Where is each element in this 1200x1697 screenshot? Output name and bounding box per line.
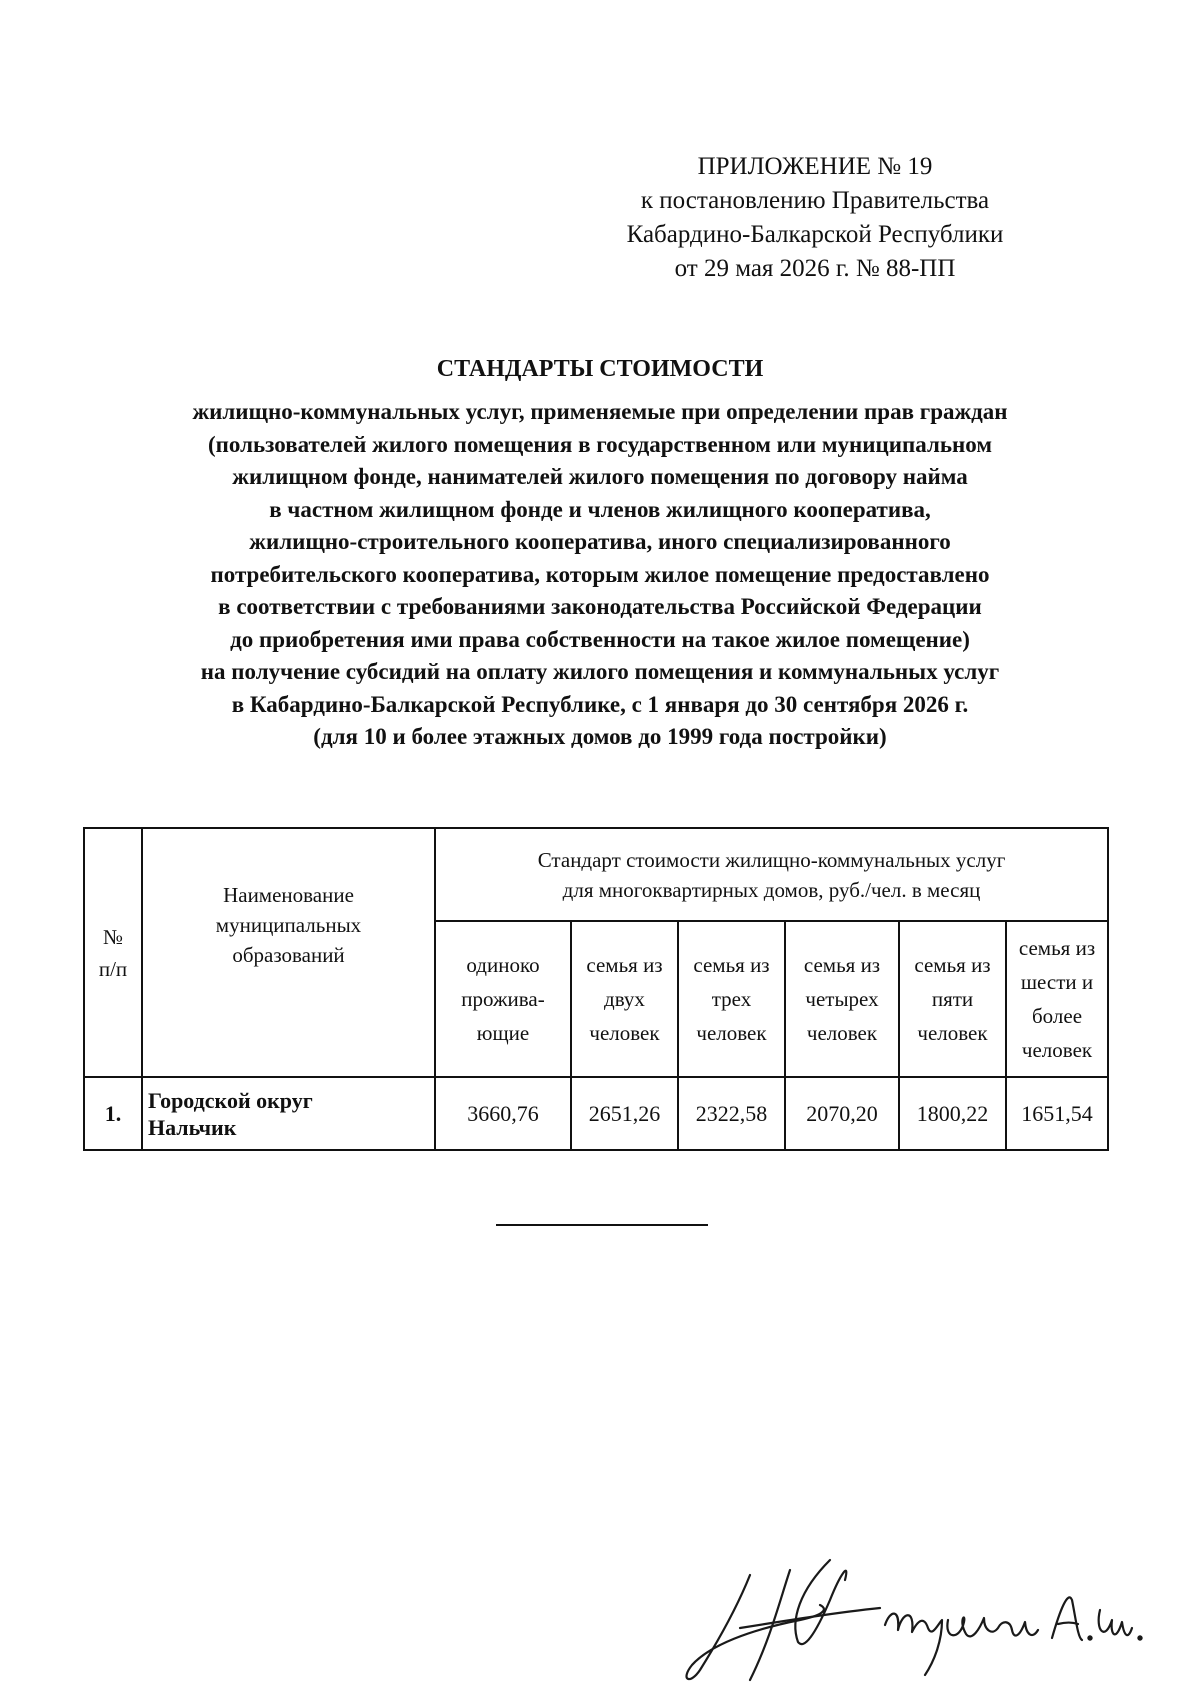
value-cell: 2322,58 <box>678 1077 785 1150</box>
appendix-number: ПРИЛОЖЕНИЕ № 19 <box>697 153 933 180</box>
appendix-date: от 29 мая 2026 г. № 88-ПП <box>674 255 956 282</box>
value-cell: 2070,20 <box>785 1077 899 1150</box>
subtitle-line: в частном жилищном фонде и членов жилищного кооператива, <box>269 496 931 522</box>
num-header: № п/п <box>84 828 142 1077</box>
value-cell: 2651,26 <box>571 1077 678 1150</box>
appendix-republic: Кабардино-Балкарской Республики <box>626 221 1004 248</box>
subtitle-line: жилищно-коммунальных услуг, применяемые при определении прав граждан <box>192 399 1008 424</box>
subtitle-line: потребительского кооператива, которым жилое помещение предоставлено <box>210 561 990 587</box>
document-subtitle <box>60 396 1140 754</box>
document-title: СТАНДАРТЫ СТОИМОСТИ <box>436 356 764 382</box>
column-header: семья из пяти человек <box>899 921 1006 1077</box>
column-header: семья из четырех человек <box>785 921 899 1077</box>
handwritten-signature <box>680 1550 1180 1690</box>
value-cell: 1800,22 <box>899 1077 1006 1150</box>
table-row <box>84 1077 1108 1150</box>
column-header: семья из трех человек <box>678 921 785 1077</box>
value-cell: 3660,76 <box>435 1077 571 1150</box>
subtitle-line: жилищно-строительного кооператива, иного специализированного <box>249 529 951 554</box>
end-divider <box>496 1224 708 1226</box>
column-header: семья из шести и более человек <box>1006 921 1108 1077</box>
subtitle-line: в соответствии с требованиями законодательства Российской Федерации <box>218 594 982 619</box>
subtitle-line: на получение субсидий на оплату жилого помещения и коммунальных услуг <box>200 659 1000 684</box>
table-header-row <box>84 828 1108 921</box>
value-cell: 1651,54 <box>1006 1077 1108 1150</box>
appendix-resolution: к постановлению Правительства <box>640 187 990 214</box>
group-header: Стандарт стоимости жилищно-коммунальных услуг для многоквартирных домов, руб./чел. в месяц <box>435 828 1108 921</box>
column-header: семья из двух человек <box>571 921 678 1077</box>
column-header: одиноко прожива- ющие <box>435 921 571 1077</box>
municipality-name: Городской округ Нальчик <box>142 1077 435 1150</box>
row-number: 1. <box>84 1077 142 1150</box>
subtitle-line: жилищном фонде, нанимателей жилого помещения по договору найма <box>232 464 968 489</box>
subtitle-line: (пользователей жилого помещения в государственном или муниципальном <box>208 431 992 457</box>
cost-standards-table <box>83 827 1109 1151</box>
subtitle-line: в Кабардино-Балкарской Республике, с 1 января до 30 сентября 2026 г. <box>231 691 969 717</box>
appendix-block <box>560 150 1070 286</box>
name-header: Наименование муниципальных образований <box>142 828 435 1077</box>
subtitle-line: (для 10 и более этажных домов до 1999 года постройки) <box>313 724 887 749</box>
subtitle-line: до приобретения ими права собственности на такое жилое помещение) <box>230 626 970 652</box>
